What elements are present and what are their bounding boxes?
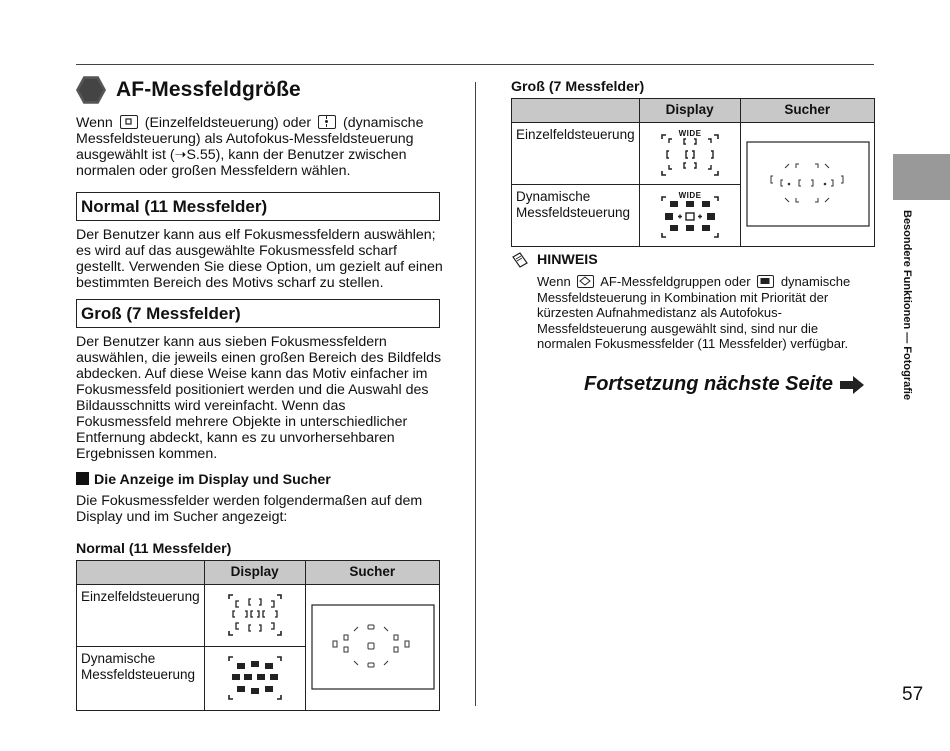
page-number: 57: [902, 684, 924, 705]
table-gross-col-display: Display: [639, 99, 740, 123]
dynamic-closest-icon: [757, 275, 774, 288]
title-block: [76, 74, 301, 106]
intro-part2: (Einzelfeldsteuerung) oder: [144, 115, 312, 131]
dynamic-area-icon: [318, 115, 336, 129]
side-tab-marker: [893, 154, 950, 200]
table-gross-caption: Groß (7 Messfelder): [511, 79, 645, 95]
display-gross-dynamic: [639, 185, 740, 247]
sucher-gross-icon: [741, 128, 873, 238]
display-section-text: Die Fokusmessfelder werden folgendermaßen auf dem Display und im Sucher angezeigt:: [76, 493, 423, 525]
intro-part1: Wenn: [76, 115, 113, 131]
intro-part3: (dynamische Messfeldsteuerung) als Autofokus-Messfeldsteuerung ausgewählt ist (➝S.55), kann der Benutzer zwischen normalen oder großen Messfeldern wählen.: [76, 115, 424, 179]
table-normal-row2-label: Dynamische Messfeldsteuerung: [77, 647, 205, 711]
square-bullet-icon: [76, 472, 89, 485]
side-tab-text: Besondere Funktionen — Fotografie: [901, 210, 913, 401]
wide-label-2: WIDE: [678, 191, 702, 200]
hinweis-part1: Wenn: [537, 274, 571, 289]
table-normal-row1-label: Einzelfeldsteuerung: [77, 585, 205, 647]
continuation: [584, 373, 865, 396]
table-normal-col-display: Display: [204, 561, 305, 585]
table-gross-col-sucher: Sucher: [740, 99, 874, 123]
gross-text: Der Benutzer kann aus sieben Fokusmessfeldern auswählen, die jeweils einen großen Bereich des Bildfelds abdecken. Auf diese Weise kann das Motiv einfacher im Fokusmessfeld positioniert werden und die Auswahl des Bildausschnitts wird vereinfacht. Wenn das Fokusmessfeld mehrere Objekte in unterschiedlicher Entfernung abdeckt, kann es zu unvorhersehbaren Ergebnissen kommen.: [76, 334, 442, 462]
note-pencil-icon: [511, 251, 529, 269]
display-gross-single: [639, 123, 740, 185]
table-gross-corner: [512, 99, 640, 123]
table-normal-caption: Normal (11 Messfelder): [76, 541, 232, 557]
hinweis-title: HINWEIS: [537, 252, 598, 268]
continuation-label: Fortsetzung nächste Seite: [584, 373, 833, 395]
table-normal-col-sucher: Sucher: [305, 561, 439, 585]
wide-label-1: WIDE: [678, 129, 702, 138]
table-gross-row2-label: Dynamische Messfeldsteuerung: [512, 185, 640, 247]
hinweis-header: [511, 251, 598, 269]
page-title: AF-Messfeldgröße: [116, 78, 301, 101]
column-divider: [475, 82, 476, 706]
display-section-heading: [76, 472, 331, 488]
hinweis-part2: AF-Messfeldgruppen oder: [600, 274, 751, 289]
hinweis-part3: dynamische Messfeldsteuerung in Kombination mit Priorität der kürzesten Aufnahmedistanz als Autofokus-Messfeldsteuerung ausgewählt sind, sind nur die normalen Fokusmessfelder (11 Messfelder) verfügbar.: [537, 274, 851, 352]
table-gross: [511, 98, 875, 247]
sucher-normal-icon: [306, 591, 438, 701]
gross-heading: Groß (7 Messfelder): [76, 299, 440, 328]
hexagon-icon: [76, 75, 106, 105]
display-normal-dynamic-icon: [205, 647, 305, 707]
table-gross-row1-label: Einzelfeldsteuerung: [512, 123, 640, 185]
normal-text: Der Benutzer kann aus elf Fokusmessfeldern auswählen; es wird auf das ausgewählte Fokusmessfeld scharf gestellt. Verwenden Sie diese Option, um gezielt auf einen bestimmten Bereich des Motivs scharf zu stellen.: [76, 227, 443, 291]
top-rule: [76, 64, 874, 65]
display-section-heading-label: Die Anzeige im Display und Sucher: [94, 472, 331, 488]
af-group-icon: [577, 275, 594, 288]
intro-text: [76, 115, 446, 179]
display-normal-dynamic: [204, 647, 305, 711]
display-normal-single-icon: [205, 585, 305, 643]
hinweis-text: [537, 274, 867, 352]
arrow-right-icon: [839, 375, 865, 395]
normal-heading: Normal (11 Messfelder): [76, 192, 440, 221]
single-area-icon: [120, 115, 138, 129]
table-normal: [76, 560, 440, 711]
sucher-gross: [740, 123, 874, 247]
table-normal-corner: [77, 561, 205, 585]
display-normal-single: [204, 585, 305, 647]
sucher-normal: [305, 585, 439, 711]
